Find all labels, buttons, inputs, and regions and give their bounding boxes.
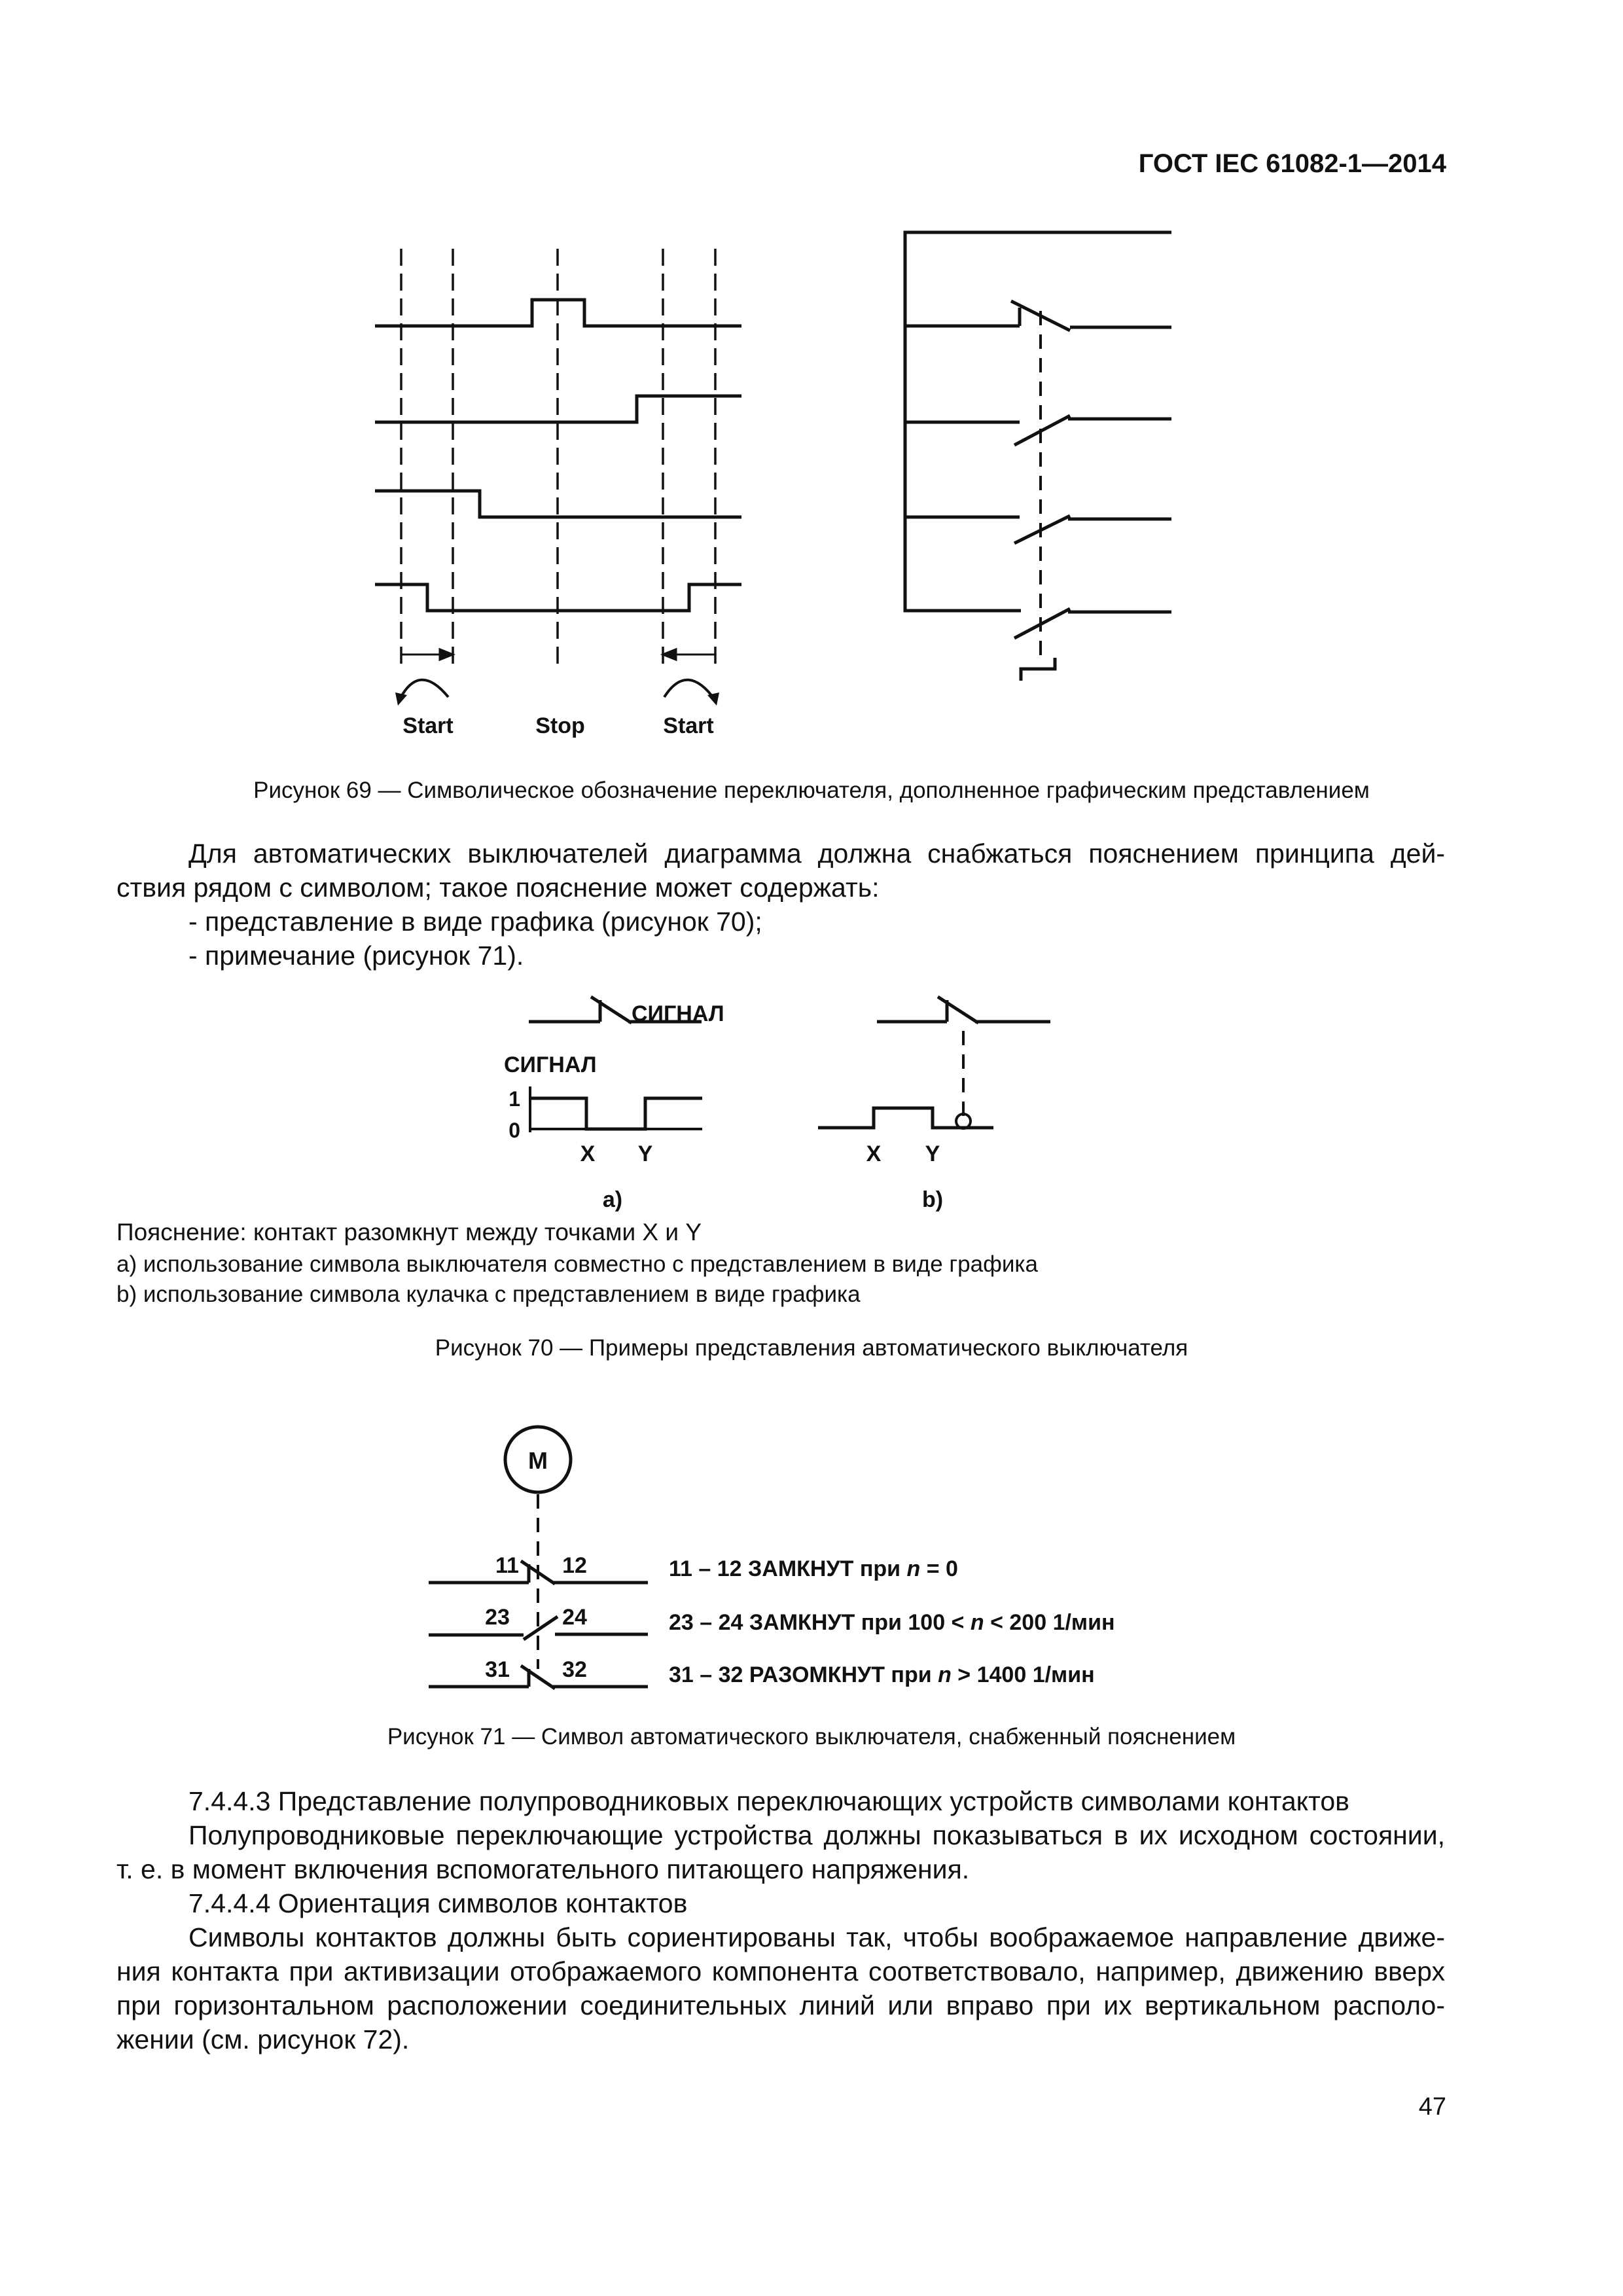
rotation-arrow-ccw — [399, 680, 448, 700]
point-y-label-b: Y — [925, 1141, 940, 1166]
contact-description: 23 – 24 ЗАМКНУТ при 100 < n < 200 1/мин — [669, 1610, 1115, 1635]
section-7-4-4-3 — [116, 1784, 1445, 2056]
contact-description: 11 – 12 ЗАМКНУТ при n = 0 — [669, 1556, 958, 1581]
start-label-right: Start — [663, 713, 714, 738]
contact-right-number: 24 — [562, 1605, 587, 1630]
level-1-label: 1 — [508, 1087, 520, 1111]
level-0-label: 0 — [508, 1119, 520, 1142]
paragraph-line: Для автоматических выключателей диаграмма должна снабжаться пояснением принципа дей- — [188, 838, 1445, 869]
paragraph-line: при горизонтальном расположении соединительных линий или вправо при их вертикальном располо- — [116, 1990, 1445, 2020]
stop-label: Stop — [535, 713, 585, 738]
paragraph-line: жении (см. рисунок 72). — [116, 2024, 410, 2054]
contact-description: 31 – 32 РАЗОМКНУТ при n > 1400 1/мин — [669, 1662, 1095, 1687]
section-heading: 7.4.4.4 Ориентация символов контактов — [188, 1888, 688, 1918]
page-number: 47 — [1418, 2093, 1446, 2121]
list-item: - примечание (рисунок 71). — [188, 941, 524, 971]
paragraph-line: Полупроводниковые переключающие устройства должны показываться в их исходном состоянии, — [188, 1820, 1445, 1850]
contact-left-number: 11 — [495, 1553, 519, 1578]
figure-70-diagram — [0, 969, 1623, 1217]
signal-label-left: СИГНАЛ — [504, 1052, 597, 1077]
paragraph-line: ствия рядом с символом; такое пояснение может содержать: — [116, 872, 880, 903]
cam-profile-b — [818, 1108, 993, 1128]
contact-left-number: 31 — [485, 1657, 510, 1682]
document-header: ГОСТ IEC 61082-1—2014 — [1138, 149, 1446, 178]
figure-70-caption: Рисунок 70 — Примеры представления автоматического выключателя — [435, 1335, 1188, 1361]
motor-label: M — [528, 1447, 548, 1474]
figure-70-explanation: Пояснение: контакт разомкнут между точками X и Y — [116, 1219, 702, 1246]
start-label-left: Start — [402, 713, 454, 738]
figure-71-diagram — [0, 1401, 1623, 1702]
multi-position-switch — [905, 232, 1171, 681]
point-x-label-b: X — [866, 1141, 882, 1166]
point-x-label-a: X — [580, 1141, 596, 1166]
figure-70-note-a: a) использование символа выключателя совместно с представлением в виде графика — [116, 1251, 1038, 1277]
paragraph-line: Символы контактов должны быть сориентированы так, чтобы воображаемое направление движе- — [188, 1922, 1445, 1952]
paragraph-line: т. е. в момент включения вспомогательного питающего напряжения. — [116, 1854, 970, 1884]
paragraph-line: ния контакта при активизации отображаемого компонента соответствовало, например, движению вверх — [116, 1956, 1445, 1986]
section-heading: 7.4.4.3 Представление полупроводниковых переключающих устройств символами контактов — [188, 1786, 1349, 1816]
figure-70-note-b: b) использование символа кулачка с представлением в виде графика — [116, 1282, 861, 1307]
paragraph-automatic-switches — [116, 836, 1445, 973]
figure-69-diagram — [0, 0, 1623, 772]
timing-guides — [401, 249, 715, 668]
signal-graph-a — [530, 1098, 702, 1129]
subfigure-a-label: a) — [602, 1187, 623, 1212]
signal-label-top: СИГНАЛ — [632, 1001, 724, 1026]
list-item: - представление в виде графика (рисунок 70); — [188, 906, 762, 937]
contact-right-number: 12 — [562, 1553, 587, 1578]
subfigure-b-label: b) — [921, 1187, 944, 1212]
contact-right-number: 32 — [562, 1657, 587, 1682]
rotation-arrow-cw — [664, 680, 715, 700]
point-y-label-a: Y — [637, 1141, 653, 1166]
figure-69-caption: Рисунок 69 — Символическое обозначение переключателя, дополненное графическим представлением — [253, 778, 1370, 803]
figure-71-caption: Рисунок 71 — Символ автоматического выключателя, снабженный пояснением — [387, 1724, 1236, 1749]
contact-left-number: 23 — [485, 1605, 510, 1630]
